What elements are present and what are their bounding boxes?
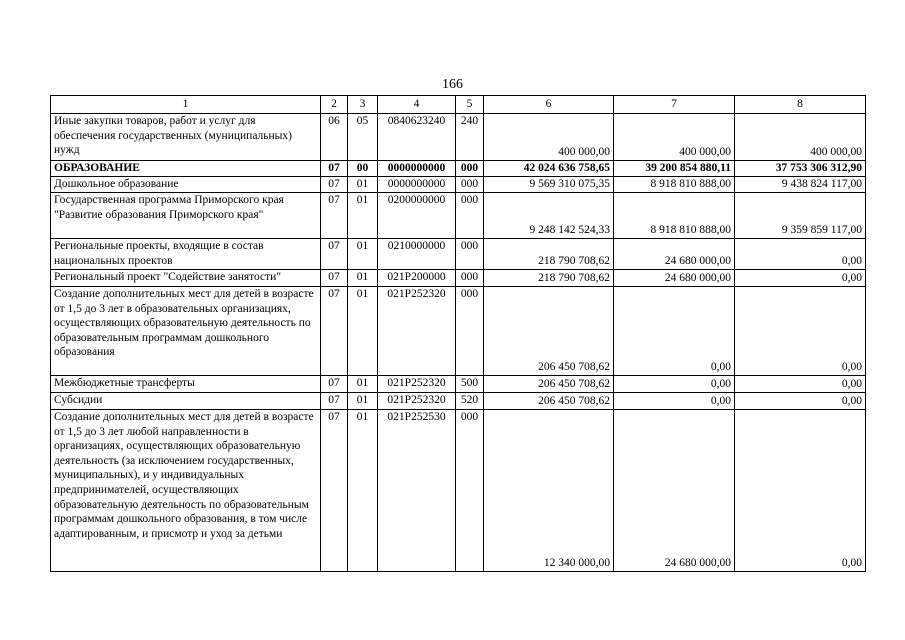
- row-subsection-code: 01: [348, 287, 378, 376]
- row-amount-col6: 400 000,00: [484, 114, 614, 161]
- row-subsection-code: 01: [348, 410, 378, 572]
- row-name: Государственная программа Приморского края "Развитие образования Приморского края": [51, 193, 321, 239]
- row-section-code: 07: [321, 393, 348, 410]
- row-amount-col8: 0,00: [735, 239, 866, 270]
- table-row: [51, 161, 866, 177]
- row-target-code: 0200000000: [378, 193, 456, 239]
- row-subsection-code: 00: [348, 161, 378, 177]
- table-row: [51, 410, 866, 572]
- column-header: 3: [348, 96, 378, 114]
- row-amount-col8: 400 000,00: [735, 114, 866, 161]
- row-expense-type-code: 500: [456, 376, 484, 393]
- column-header: 2: [321, 96, 348, 114]
- row-section-code: 07: [321, 270, 348, 287]
- row-expense-type-code: 000: [456, 270, 484, 287]
- table-row: [51, 376, 866, 393]
- row-section-code: 07: [321, 287, 348, 376]
- row-amount-col6: 218 790 708,62: [484, 239, 614, 270]
- row-amount-col7: 0,00: [614, 287, 735, 376]
- row-expense-type-code: 000: [456, 239, 484, 270]
- column-header: 1: [51, 96, 321, 114]
- row-amount-col6: 42 024 636 758,65: [484, 161, 614, 177]
- row-name: Межбюджетные трансферты: [51, 376, 321, 393]
- table-row: [51, 270, 866, 287]
- row-target-code: 021P252320: [378, 376, 456, 393]
- row-amount-col8: 0,00: [735, 410, 866, 572]
- row-target-code: 021P252320: [378, 287, 456, 376]
- row-section-code: 07: [321, 161, 348, 177]
- row-amount-col8: 9 359 859 117,00: [735, 193, 866, 239]
- row-section-code: 07: [321, 239, 348, 270]
- header-row: [51, 96, 866, 114]
- row-name: Субсидии: [51, 393, 321, 410]
- table-row: [51, 193, 866, 239]
- row-amount-col6: 206 450 708,62: [484, 393, 614, 410]
- table-row: [51, 114, 866, 161]
- row-section-code: 07: [321, 376, 348, 393]
- row-amount-col6: 218 790 708,62: [484, 270, 614, 287]
- row-amount-col8: 37 753 306 312,90: [735, 161, 866, 177]
- row-target-code: 0000000000: [378, 161, 456, 177]
- row-expense-type-code: 000: [456, 193, 484, 239]
- row-section-code: 07: [321, 193, 348, 239]
- row-subsection-code: 01: [348, 393, 378, 410]
- column-header: 7: [614, 96, 735, 114]
- row-amount-col7: 24 680 000,00: [614, 410, 735, 572]
- table-row: [51, 177, 866, 193]
- row-target-code: 0000000000: [378, 177, 456, 193]
- row-amount-col7: 0,00: [614, 393, 735, 410]
- row-name: Региональный проект "Содействие занятости": [51, 270, 321, 287]
- row-section-code: 07: [321, 177, 348, 193]
- row-amount-col7: 8 918 810 888,00: [614, 193, 735, 239]
- row-amount-col8: 0,00: [735, 287, 866, 376]
- column-header: 4: [378, 96, 456, 114]
- row-amount-col7: 8 918 810 888,00: [614, 177, 735, 193]
- row-amount-col7: 24 680 000,00: [614, 239, 735, 270]
- row-target-code: 021P252320: [378, 393, 456, 410]
- row-amount-col8: 9 438 824 117,00: [735, 177, 866, 193]
- row-name: Иные закупки товаров, работ и услуг для обеспечения государственных (муниципальных) нужд: [51, 114, 321, 161]
- row-amount-col8: 0,00: [735, 393, 866, 410]
- row-amount-col6: 206 450 708,62: [484, 376, 614, 393]
- row-name: ОБРАЗОВАНИЕ: [51, 161, 321, 177]
- row-section-code: 06: [321, 114, 348, 161]
- column-header: 8: [735, 96, 866, 114]
- row-name: Дошкольное образование: [51, 177, 321, 193]
- row-expense-type-code: 000: [456, 287, 484, 376]
- row-expense-type-code: 000: [456, 177, 484, 193]
- row-target-code: 021P252530: [378, 410, 456, 572]
- row-subsection-code: 01: [348, 239, 378, 270]
- row-amount-col6: 9 248 142 524,33: [484, 193, 614, 239]
- row-subsection-code: 05: [348, 114, 378, 161]
- row-target-code: 0840623240: [378, 114, 456, 161]
- row-amount-col7: 39 200 854 880,11: [614, 161, 735, 177]
- row-subsection-code: 01: [348, 193, 378, 239]
- table-row: [51, 287, 866, 376]
- budget-table: [50, 95, 866, 572]
- row-amount-col6: 9 569 310 075,35: [484, 177, 614, 193]
- row-name: Создание дополнительных мест для детей в возрасте от 1,5 до 3 лет любой направленности в организациях, осуществляющих образовательную деятельность (за исключением государственных, муниципальных), и у индивидуальных предпринимателей, осуществляющих образовательную деятельность по образовательным программам дошкольного образования, в том числе адаптированным, и присмотр и уход за детьми: [51, 410, 321, 572]
- row-name: Региональные проекты, входящие в состав национальных проектов: [51, 239, 321, 270]
- row-expense-type-code: 000: [456, 410, 484, 572]
- row-expense-type-code: 000: [456, 161, 484, 177]
- row-expense-type-code: 240: [456, 114, 484, 161]
- row-amount-col7: 0,00: [614, 376, 735, 393]
- row-subsection-code: 01: [348, 376, 378, 393]
- row-subsection-code: 01: [348, 177, 378, 193]
- row-amount-col8: 0,00: [735, 376, 866, 393]
- page-number: 166: [442, 77, 463, 92]
- column-header: 6: [484, 96, 614, 114]
- row-amount-col7: 24 680 000,00: [614, 270, 735, 287]
- row-section-code: 07: [321, 410, 348, 572]
- row-amount-col7: 400 000,00: [614, 114, 735, 161]
- row-subsection-code: 01: [348, 270, 378, 287]
- table-row: [51, 239, 866, 270]
- row-target-code: 0210000000: [378, 239, 456, 270]
- column-header: 5: [456, 96, 484, 114]
- row-target-code: 021P200000: [378, 270, 456, 287]
- row-amount-col8: 0,00: [735, 270, 866, 287]
- row-expense-type-code: 520: [456, 393, 484, 410]
- row-name: Создание дополнительных мест для детей в возрасте от 1,5 до 3 лет в образовательных организациях, осуществляющих образовательную деятельность по образовательным программам дошкольного образования: [51, 287, 321, 376]
- table-body: [51, 114, 866, 572]
- row-amount-col6: 206 450 708,62: [484, 287, 614, 376]
- table-row: [51, 393, 866, 410]
- row-amount-col6: 12 340 000,00: [484, 410, 614, 572]
